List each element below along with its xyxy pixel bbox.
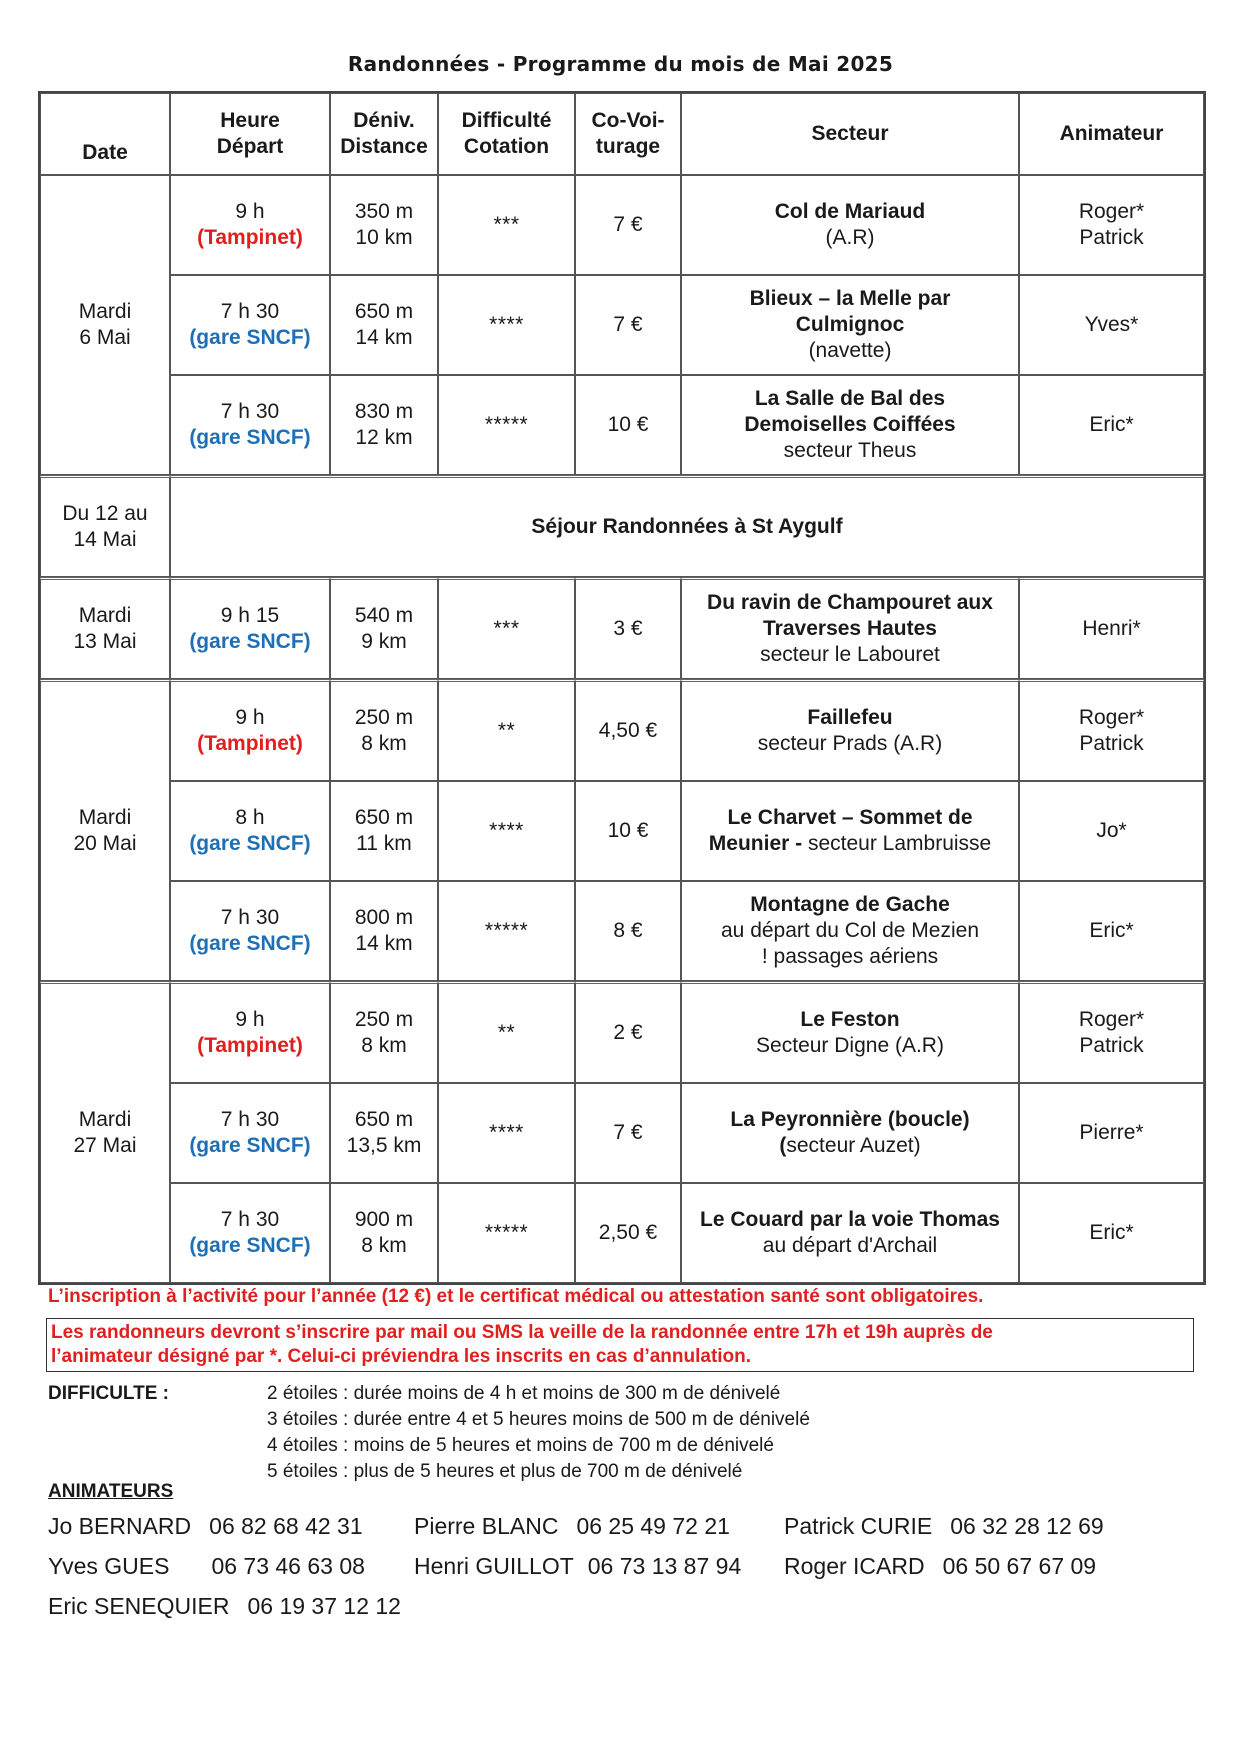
table-row [40, 375, 1204, 475]
deniv-cell: 250 m 8 km [330, 679, 438, 781]
secteur-cell: Montagne de Gache au départ du Col de Mezien ! passages aériens [681, 881, 1019, 981]
heure-cell: 7 h 30 (gare SNCF) [170, 275, 330, 375]
contact-entry: Patrick CURIE 06 32 28 12 69 [784, 1513, 1104, 1539]
animateur-cell: Eric* [1019, 375, 1204, 475]
contact-entry: Pierre BLANC 06 25 49 72 21 [414, 1513, 730, 1539]
header-date: Date [40, 93, 170, 175]
cotation-cell: *** [438, 577, 575, 679]
header-difficulte: Difficulté Cotation [438, 93, 575, 175]
difficulte-label: DIFFICULTE : [48, 1383, 170, 1404]
table-row [40, 175, 1204, 275]
sejour-date: Du 12 au 14 Mai [40, 475, 170, 577]
deniv-cell: 540 m 9 km [330, 577, 438, 679]
deniv-cell: 800 m 14 km [330, 881, 438, 981]
heure-cell: 7 h 30 (gare SNCF) [170, 881, 330, 981]
animateurs-title: ANIMATEURS [48, 1481, 174, 1502]
animateur-cell: Roger* Patrick [1019, 981, 1204, 1083]
animateur-cell: Eric* [1019, 1183, 1204, 1283]
covoiturage-cell: 10 € [575, 781, 681, 881]
deniv-cell: 830 m 12 km [330, 375, 438, 475]
date-cell: Mardi 13 Mai [40, 577, 170, 679]
inscription-notice: L’inscription à l’activité pour l’année (12 €) et le certificat médical ou attestation santé sont obligatoires. [48, 1286, 984, 1307]
date-cell: Mardi 27 Mai [40, 981, 170, 1283]
cotation-cell: **** [438, 781, 575, 881]
heure-cell: 9 h (Tampinet) [170, 981, 330, 1083]
difficulte-line: 5 étoiles : plus de 5 heures et plus de 700 m de dénivelé [267, 1461, 743, 1482]
date-cell: Mardi 20 Mai [40, 679, 170, 981]
header-heure: Heure Départ [170, 93, 330, 175]
program-table [38, 91, 1206, 1285]
contact-entry: Eric SENEQUIER 06 19 37 12 12 [48, 1593, 401, 1619]
difficulte-line: 4 étoiles : moins de 5 heures et moins de 700 m de dénivelé [267, 1435, 774, 1456]
heure-cell: 9 h 15 (gare SNCF) [170, 577, 330, 679]
heure-cell: 7 h 30 (gare SNCF) [170, 1183, 330, 1283]
animateur-cell: Pierre* [1019, 1083, 1204, 1183]
cotation-cell: **** [438, 275, 575, 375]
header-animateur: Animateur [1019, 93, 1204, 175]
animateur-cell: Jo* [1019, 781, 1204, 881]
cotation-cell: ***** [438, 375, 575, 475]
secteur-cell: Faillefeu secteur Prads (A.R) [681, 679, 1019, 781]
table-row [40, 275, 1204, 375]
cotation-cell: ** [438, 981, 575, 1083]
covoiturage-cell: 7 € [575, 1083, 681, 1183]
deniv-cell: 900 m 8 km [330, 1183, 438, 1283]
registration-notice: Les randonneurs devront s’inscrire par mail ou SMS la veille de la randonnée entre 17h et 19h auprès de l’animateur désigné par *. Celui-ci préviendra les inscrits en cas d’annulation. [46, 1318, 1194, 1372]
secteur-cell: Du ravin de Champouret aux Traverses Hautes secteur le Labouret [681, 577, 1019, 679]
deniv-cell: 350 m 10 km [330, 175, 438, 275]
heure-cell: 9 h (Tampinet) [170, 175, 330, 275]
secteur-cell: Le Charvet – Sommet de Meunier - secteur Lambruisse [681, 781, 1019, 881]
secteur-cell: Le Feston Secteur Digne (A.R) [681, 981, 1019, 1083]
deniv-cell: 250 m 8 km [330, 981, 438, 1083]
page-title: Randonnées - Programme du mois de Mai 2025 [347, 52, 894, 76]
header-secteur: Secteur [681, 93, 1019, 175]
cotation-cell: ***** [438, 881, 575, 981]
difficulte-line: 2 étoiles : durée moins de 4 h et moins de 300 m de dénivelé [267, 1383, 781, 1404]
difficulte-line: 3 étoiles : durée entre 4 et 5 heures moins de 500 m de dénivelé [267, 1409, 810, 1430]
contact-entry: Jo BERNARD 06 82 68 42 31 [48, 1513, 363, 1539]
contact-entry: Yves GUES 06 73 46 63 08 [48, 1553, 365, 1579]
heure-cell: 8 h (gare SNCF) [170, 781, 330, 881]
covoiturage-cell: 2 € [575, 981, 681, 1083]
table-row [40, 1083, 1204, 1183]
header-covoiturage: Co-Voi- turage [575, 93, 681, 175]
secteur-cell: Le Couard par la voie Thomas au départ d'Archail [681, 1183, 1019, 1283]
cotation-cell: **** [438, 1083, 575, 1183]
header-row [40, 93, 1204, 175]
animateur-cell: Henri* [1019, 577, 1204, 679]
table-row [40, 881, 1204, 981]
secteur-cell: Blieux – la Melle par Culmignoc (navette) [681, 275, 1019, 375]
table-row [40, 781, 1204, 881]
covoiturage-cell: 3 € [575, 577, 681, 679]
secteur-cell: La Salle de Bal des Demoiselles Coiffées secteur Theus [681, 375, 1019, 475]
sejour-label: Séjour Randonnées à St Aygulf [170, 475, 1204, 577]
covoiturage-cell: 7 € [575, 175, 681, 275]
table-row [40, 1183, 1204, 1283]
table-row [40, 981, 1204, 1083]
contact-entry: Henri GUILLOT 06 73 13 87 94 [414, 1553, 742, 1579]
covoiturage-cell: 2,50 € [575, 1183, 681, 1283]
deniv-cell: 650 m 11 km [330, 781, 438, 881]
cotation-cell: ** [438, 679, 575, 781]
difficulte-legend [267, 1381, 810, 1485]
covoiturage-cell: 10 € [575, 375, 681, 475]
animateur-cell: Yves* [1019, 275, 1204, 375]
deniv-cell: 650 m 14 km [330, 275, 438, 375]
animateur-cell: Roger* Patrick [1019, 175, 1204, 275]
heure-cell: 7 h 30 (gare SNCF) [170, 1083, 330, 1183]
animateur-cell: Eric* [1019, 881, 1204, 981]
table-row [40, 679, 1204, 781]
cotation-cell: *** [438, 175, 575, 275]
sejour-row [40, 475, 1204, 577]
covoiturage-cell: 8 € [575, 881, 681, 981]
deniv-cell: 650 m 13,5 km [330, 1083, 438, 1183]
cotation-cell: ***** [438, 1183, 575, 1283]
heure-cell: 9 h (Tampinet) [170, 679, 330, 781]
date-cell: Mardi 6 Mai [40, 175, 170, 475]
covoiturage-cell: 4,50 € [575, 679, 681, 781]
heure-cell: 7 h 30 (gare SNCF) [170, 375, 330, 475]
header-deniv: Déniv. Distance [330, 93, 438, 175]
secteur-cell: Col de Mariaud (A.R) [681, 175, 1019, 275]
contact-entry: Roger ICARD 06 50 67 67 09 [784, 1553, 1097, 1579]
table-row [40, 577, 1204, 679]
secteur-cell: La Peyronnière (boucle) (secteur Auzet) [681, 1083, 1019, 1183]
covoiturage-cell: 7 € [575, 275, 681, 375]
animateur-cell: Roger* Patrick [1019, 679, 1204, 781]
